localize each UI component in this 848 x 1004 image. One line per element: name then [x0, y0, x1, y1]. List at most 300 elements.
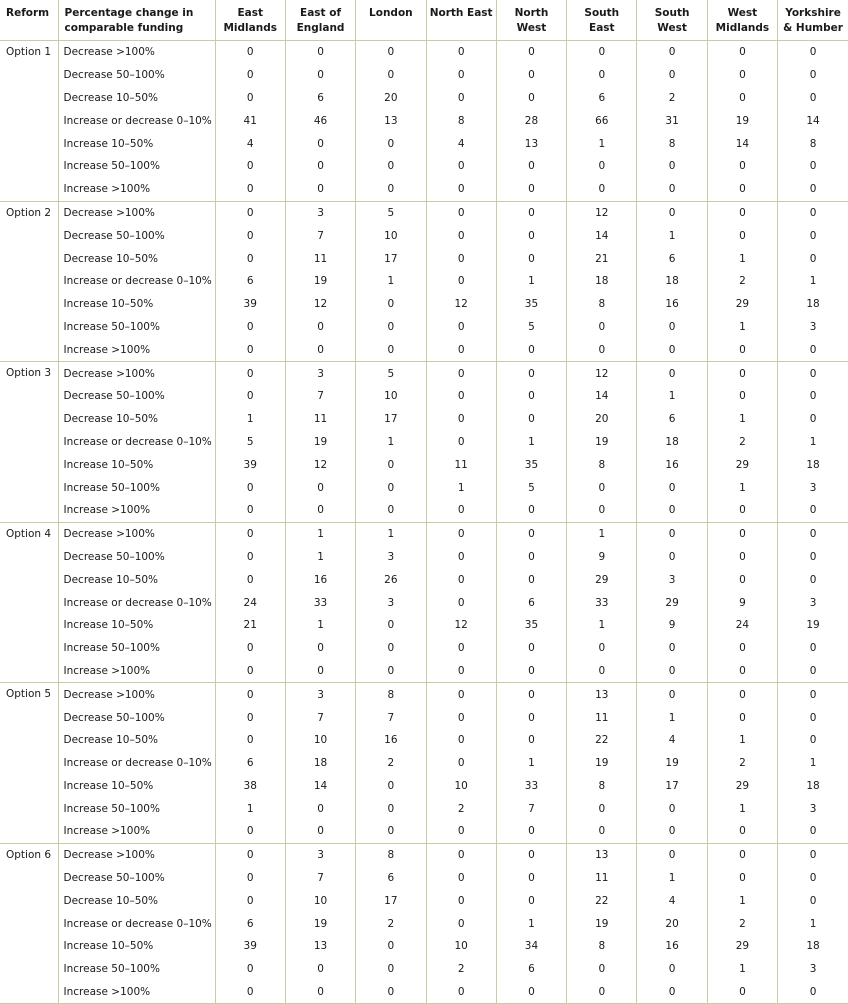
table-row: [0, 820, 848, 843]
table-cell: 10: [356, 385, 426, 408]
table-cell: 0: [285, 637, 355, 660]
table-cell: 0: [426, 912, 496, 935]
table-cell: 1: [356, 522, 426, 545]
table-cell: 0: [215, 476, 285, 499]
table-cell: 0: [426, 338, 496, 361]
table-cell: 3: [285, 201, 355, 224]
column-header-region: London: [356, 0, 426, 41]
table-cell: 0: [707, 637, 777, 660]
table-cell: 0: [285, 797, 355, 820]
percentage-change-label: Increase 10–50%: [58, 935, 215, 958]
table-cell: 0: [707, 41, 777, 64]
table-cell: 13: [567, 843, 637, 866]
percentage-change-label: Increase or decrease 0–10%: [58, 591, 215, 614]
table-cell: 22: [567, 889, 637, 912]
table-row: [0, 270, 848, 293]
table-cell: 10: [356, 224, 426, 247]
table-cell: 0: [426, 729, 496, 752]
table-row: [0, 706, 848, 729]
percentage-change-label: Decrease 50–100%: [58, 64, 215, 87]
table-cell: 6: [637, 408, 707, 431]
table-cell: 0: [356, 614, 426, 637]
table-cell: 18: [778, 775, 848, 798]
table-cell: 0: [285, 178, 355, 201]
table-cell: 1: [496, 752, 566, 775]
table-row: [0, 385, 848, 408]
table-cell: 3: [285, 362, 355, 385]
percentage-change-label: Decrease >100%: [58, 522, 215, 545]
table-cell: 0: [778, 546, 848, 569]
table-cell: 9: [567, 546, 637, 569]
table-cell: 1: [707, 408, 777, 431]
table-cell: 1: [637, 867, 707, 890]
table-cell: 0: [215, 843, 285, 866]
table-cell: 0: [778, 889, 848, 912]
table-cell: 33: [285, 591, 355, 614]
table-cell: 29: [707, 775, 777, 798]
table-cell: 2: [637, 87, 707, 110]
table-cell: 8: [567, 293, 637, 316]
table-cell: 0: [567, 660, 637, 683]
table-cell: 6: [496, 591, 566, 614]
table-cell: 0: [778, 683, 848, 706]
table-cell: 19: [285, 912, 355, 935]
table-cell: 0: [778, 87, 848, 110]
table-cell: 0: [215, 889, 285, 912]
table-cell: 5: [496, 476, 566, 499]
table-cell: 12: [285, 453, 355, 476]
table-cell: 0: [215, 338, 285, 361]
table-cell: 0: [215, 981, 285, 1004]
percentage-change-label: Increase >100%: [58, 338, 215, 361]
table-cell: 1: [215, 408, 285, 431]
table-row: [0, 64, 848, 87]
reform-option-label: Option 3: [0, 362, 58, 523]
table-cell: 0: [215, 660, 285, 683]
table-cell: 14: [567, 224, 637, 247]
table-cell: 3: [285, 843, 355, 866]
table-cell: 0: [426, 706, 496, 729]
table-cell: 0: [426, 87, 496, 110]
table-row: [0, 316, 848, 339]
column-header-region: South East: [567, 0, 637, 41]
table-cell: 0: [426, 155, 496, 178]
table-cell: 0: [215, 958, 285, 981]
table-cell: 0: [778, 155, 848, 178]
table-cell: 0: [215, 385, 285, 408]
table-cell: 0: [496, 64, 566, 87]
table-cell: 0: [567, 41, 637, 64]
table-cell: 0: [637, 499, 707, 522]
reform-option-label: Option 6: [0, 843, 58, 1004]
table-cell: 0: [637, 338, 707, 361]
table-cell: 0: [356, 820, 426, 843]
table-cell: 0: [426, 201, 496, 224]
table-cell: 10: [285, 729, 355, 752]
table-cell: 0: [567, 958, 637, 981]
table-cell: 19: [567, 752, 637, 775]
table-cell: 19: [285, 431, 355, 454]
table-cell: 5: [496, 316, 566, 339]
table-cell: 14: [285, 775, 355, 798]
table-cell: 0: [707, 522, 777, 545]
table-cell: 2: [356, 912, 426, 935]
table-cell: 0: [707, 981, 777, 1004]
table-cell: 0: [356, 64, 426, 87]
table-cell: 0: [426, 820, 496, 843]
table-cell: 0: [567, 338, 637, 361]
table-cell: 0: [215, 568, 285, 591]
table-cell: 66: [567, 109, 637, 132]
table-cell: 0: [426, 546, 496, 569]
table-cell: 19: [637, 752, 707, 775]
percentage-change-label: Decrease 50–100%: [58, 546, 215, 569]
table-cell: 16: [356, 729, 426, 752]
table-cell: 0: [496, 889, 566, 912]
table-cell: 0: [496, 201, 566, 224]
table-row: [0, 546, 848, 569]
table-cell: 0: [496, 385, 566, 408]
table-cell: 7: [285, 867, 355, 890]
table-cell: 0: [215, 64, 285, 87]
percentage-change-label: Decrease >100%: [58, 843, 215, 866]
table-cell: 3: [778, 316, 848, 339]
reform-option-label: Option 1: [0, 41, 58, 202]
table-cell: 4: [637, 729, 707, 752]
table-cell: 6: [215, 912, 285, 935]
table-cell: 0: [426, 64, 496, 87]
table-cell: 0: [426, 224, 496, 247]
table-cell: 12: [285, 293, 355, 316]
table-row: [0, 132, 848, 155]
table-cell: 0: [426, 683, 496, 706]
percentage-change-label: Increase 50–100%: [58, 476, 215, 499]
table-cell: 0: [778, 178, 848, 201]
table-cell: 39: [215, 935, 285, 958]
table-cell: 8: [637, 132, 707, 155]
table-row: [0, 155, 848, 178]
table-cell: 0: [356, 775, 426, 798]
table-cell: 0: [778, 362, 848, 385]
table-cell: 0: [778, 224, 848, 247]
table-cell: 14: [567, 385, 637, 408]
table-cell: 7: [356, 706, 426, 729]
table-row: [0, 797, 848, 820]
table-cell: 10: [426, 775, 496, 798]
table-cell: 33: [496, 775, 566, 798]
table-cell: 0: [215, 362, 285, 385]
table-cell: 8: [778, 132, 848, 155]
table-cell: 0: [215, 706, 285, 729]
table-cell: 0: [778, 729, 848, 752]
table-cell: 0: [215, 522, 285, 545]
table-cell: 0: [426, 385, 496, 408]
table-cell: 0: [426, 568, 496, 591]
table-cell: 0: [215, 867, 285, 890]
table-cell: 1: [707, 729, 777, 752]
table-row: [0, 660, 848, 683]
table-cell: 0: [356, 155, 426, 178]
percentage-change-label: Increase 50–100%: [58, 797, 215, 820]
table-cell: 16: [637, 935, 707, 958]
table-cell: 0: [707, 706, 777, 729]
table-row: [0, 935, 848, 958]
table-cell: 1: [707, 958, 777, 981]
table-cell: 11: [285, 247, 355, 270]
table-cell: 1: [778, 270, 848, 293]
table-cell: 0: [496, 87, 566, 110]
percentage-change-label: Decrease 50–100%: [58, 706, 215, 729]
column-header-region: West Midlands: [707, 0, 777, 41]
table-cell: 18: [567, 270, 637, 293]
table-cell: 0: [356, 316, 426, 339]
table-cell: 0: [778, 247, 848, 270]
table-cell: 0: [707, 546, 777, 569]
table-cell: 0: [426, 499, 496, 522]
table-cell: 0: [215, 499, 285, 522]
table-cell: 6: [496, 958, 566, 981]
column-header-region: South West: [637, 0, 707, 41]
table-cell: 0: [707, 362, 777, 385]
column-header-region: North West: [496, 0, 566, 41]
percentage-change-label: Decrease 10–50%: [58, 889, 215, 912]
table-row: [0, 476, 848, 499]
percentage-change-label: Decrease 10–50%: [58, 729, 215, 752]
table-cell: 0: [426, 752, 496, 775]
table-cell: 13: [285, 935, 355, 958]
table-cell: 0: [285, 660, 355, 683]
table-row: [0, 568, 848, 591]
table-cell: 0: [285, 338, 355, 361]
table-cell: 17: [637, 775, 707, 798]
table-cell: 0: [215, 729, 285, 752]
column-header-region: Yorkshire & Humber: [778, 0, 848, 41]
table-cell: 12: [567, 362, 637, 385]
table-cell: 0: [426, 637, 496, 660]
table-cell: 0: [778, 385, 848, 408]
table-cell: 0: [356, 935, 426, 958]
table-cell: 41: [215, 109, 285, 132]
table-cell: 1: [567, 522, 637, 545]
table-cell: 18: [778, 453, 848, 476]
table-cell: 0: [707, 385, 777, 408]
table-cell: 0: [496, 408, 566, 431]
table-cell: 0: [356, 178, 426, 201]
table-cell: 2: [707, 431, 777, 454]
table-cell: 0: [778, 338, 848, 361]
percentage-change-label: Decrease >100%: [58, 362, 215, 385]
table-cell: 0: [778, 568, 848, 591]
table-cell: 0: [496, 843, 566, 866]
table-cell: 1: [496, 431, 566, 454]
table-cell: 0: [778, 981, 848, 1004]
table-cell: 14: [707, 132, 777, 155]
table-cell: 0: [778, 408, 848, 431]
percentage-change-label: Increase 50–100%: [58, 637, 215, 660]
table-cell: 12: [567, 201, 637, 224]
table-cell: 0: [496, 247, 566, 270]
table-cell: 26: [356, 568, 426, 591]
table-cell: 0: [285, 820, 355, 843]
table-cell: 39: [215, 453, 285, 476]
table-cell: 1: [285, 614, 355, 637]
column-header-region: East Midlands: [215, 0, 285, 41]
table-cell: 0: [707, 64, 777, 87]
table-cell: 0: [426, 591, 496, 614]
table-cell: 0: [637, 958, 707, 981]
table-cell: 35: [496, 614, 566, 637]
table-cell: 0: [707, 201, 777, 224]
table-cell: 0: [356, 958, 426, 981]
table-cell: 9: [637, 614, 707, 637]
table-cell: 0: [637, 683, 707, 706]
table-cell: 33: [567, 591, 637, 614]
table-cell: 0: [778, 522, 848, 545]
table-cell: 0: [215, 683, 285, 706]
table-cell: 18: [778, 293, 848, 316]
table-cell: 1: [778, 752, 848, 775]
table-cell: 0: [637, 362, 707, 385]
table-cell: 0: [426, 889, 496, 912]
table-cell: 0: [426, 41, 496, 64]
table-cell: 0: [637, 201, 707, 224]
table-cell: 0: [637, 981, 707, 1004]
table-cell: 0: [496, 568, 566, 591]
percentage-change-label: Decrease >100%: [58, 41, 215, 64]
percentage-change-label: Increase 10–50%: [58, 775, 215, 798]
table-cell: 0: [778, 843, 848, 866]
percentage-change-label: Increase or decrease 0–10%: [58, 109, 215, 132]
table-cell: 0: [567, 178, 637, 201]
table-row: [0, 431, 848, 454]
table-cell: 1: [778, 912, 848, 935]
table-row: [0, 522, 848, 545]
table-cell: 6: [215, 752, 285, 775]
table-cell: 0: [215, 247, 285, 270]
column-header-percentage-change: Percentage change in comparable funding: [58, 0, 215, 41]
table-cell: 0: [567, 476, 637, 499]
table-cell: 0: [496, 637, 566, 660]
table-row: [0, 958, 848, 981]
table-cell: 0: [215, 546, 285, 569]
percentage-change-label: Increase 10–50%: [58, 293, 215, 316]
table-cell: 0: [285, 958, 355, 981]
table-cell: 0: [356, 338, 426, 361]
table-cell: 0: [215, 87, 285, 110]
table-cell: 0: [567, 637, 637, 660]
table-cell: 0: [426, 270, 496, 293]
table-cell: 0: [215, 637, 285, 660]
table-cell: 6: [637, 247, 707, 270]
table-row: [0, 867, 848, 890]
table-cell: 18: [637, 270, 707, 293]
table-cell: 1: [707, 797, 777, 820]
table-cell: 39: [215, 293, 285, 316]
table-cell: 0: [285, 981, 355, 1004]
table-cell: 7: [285, 385, 355, 408]
table-cell: 21: [215, 614, 285, 637]
table-cell: 24: [707, 614, 777, 637]
table-cell: 0: [215, 316, 285, 339]
table-cell: 0: [707, 568, 777, 591]
table-row: [0, 408, 848, 431]
table-cell: 0: [778, 499, 848, 522]
table-cell: 0: [707, 843, 777, 866]
table-cell: 22: [567, 729, 637, 752]
reform-option-label: Option 5: [0, 683, 58, 844]
table-cell: 0: [637, 546, 707, 569]
table-cell: 0: [778, 637, 848, 660]
table-cell: 7: [285, 224, 355, 247]
table-cell: 2: [707, 912, 777, 935]
table-cell: 0: [426, 867, 496, 890]
table-cell: 0: [637, 316, 707, 339]
table-cell: 0: [285, 132, 355, 155]
table-cell: 0: [567, 797, 637, 820]
table-cell: 0: [707, 178, 777, 201]
table-cell: 12: [426, 293, 496, 316]
table-cell: 1: [707, 889, 777, 912]
table-cell: 0: [567, 820, 637, 843]
header-row: [0, 0, 848, 41]
table-cell: 0: [215, 201, 285, 224]
table-cell: 16: [285, 568, 355, 591]
column-header-reform: Reform: [0, 0, 58, 41]
table-cell: 11: [426, 453, 496, 476]
table-cell: 0: [496, 706, 566, 729]
table-cell: 0: [496, 224, 566, 247]
table-cell: 1: [215, 797, 285, 820]
table-row: [0, 912, 848, 935]
table-cell: 1: [637, 385, 707, 408]
table-cell: 29: [707, 453, 777, 476]
table-cell: 7: [285, 706, 355, 729]
table-cell: 29: [707, 935, 777, 958]
percentage-change-label: Increase 50–100%: [58, 155, 215, 178]
table-cell: 0: [496, 178, 566, 201]
table-cell: 11: [285, 408, 355, 431]
table-cell: 2: [426, 797, 496, 820]
table-cell: 0: [215, 178, 285, 201]
table-row: [0, 293, 848, 316]
table-cell: 0: [778, 64, 848, 87]
table-cell: 0: [637, 797, 707, 820]
table-cell: 38: [215, 775, 285, 798]
table-cell: 0: [496, 522, 566, 545]
percentage-change-label: Decrease 10–50%: [58, 408, 215, 431]
table-cell: 0: [496, 41, 566, 64]
table-cell: 0: [215, 155, 285, 178]
table-cell: 0: [637, 660, 707, 683]
table-cell: 0: [637, 820, 707, 843]
table-cell: 0: [637, 178, 707, 201]
table-cell: 2: [707, 752, 777, 775]
table-row: [0, 843, 848, 866]
table-cell: 18: [778, 935, 848, 958]
table-cell: 0: [426, 981, 496, 1004]
table-cell: 16: [637, 453, 707, 476]
table-cell: 0: [778, 867, 848, 890]
table-cell: 34: [496, 935, 566, 958]
table-cell: 0: [426, 843, 496, 866]
table-cell: 14: [778, 109, 848, 132]
table-cell: 3: [778, 797, 848, 820]
table-cell: 6: [285, 87, 355, 110]
table-row: [0, 453, 848, 476]
column-header-region: North East: [426, 0, 496, 41]
table-cell: 0: [778, 820, 848, 843]
table-cell: 0: [637, 522, 707, 545]
